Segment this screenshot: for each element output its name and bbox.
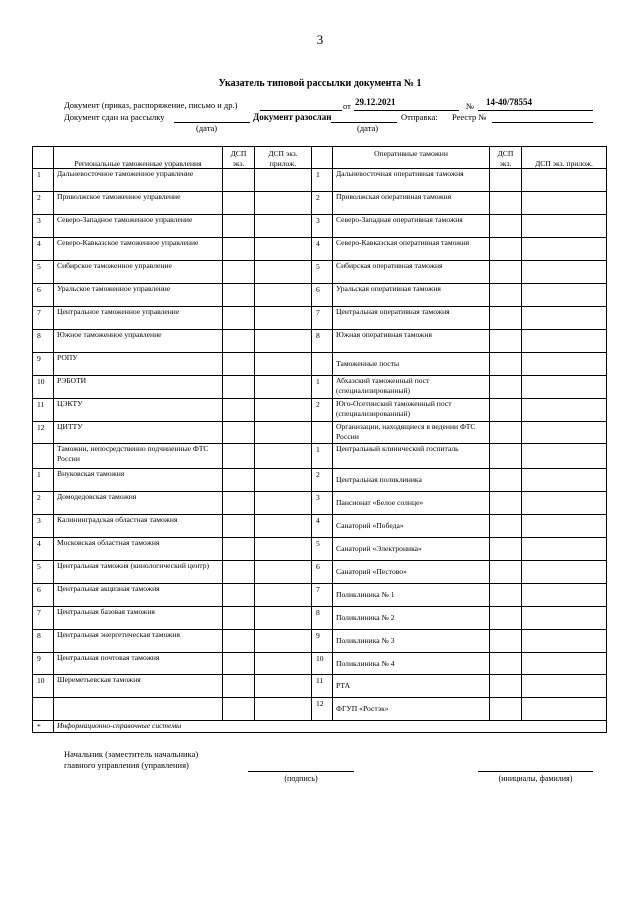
table-row [33, 515, 607, 538]
left-dsp-attach-cell [255, 561, 312, 584]
right-row-number: 1 [312, 444, 333, 469]
left-dsp-copies-cell [223, 192, 255, 215]
table-row [33, 261, 607, 284]
right-dsp-copies-cell [490, 653, 522, 675]
right-row-name: Абхазский таможенный пост (специализированный) [333, 376, 490, 399]
left-row-number: 4 [33, 238, 54, 261]
right-row-number: 1 [312, 169, 333, 192]
left-row-number: 8 [33, 330, 54, 353]
header-operative: Оперативные таможни [333, 147, 490, 169]
left-row-name: Дальневосточное таможенное управление [54, 169, 223, 192]
right-dsp-copies-cell [490, 538, 522, 561]
right-dsp-copies-cell [490, 469, 522, 492]
right-row-number [312, 353, 333, 376]
left-row-number: 2 [33, 192, 54, 215]
table-row [33, 653, 607, 675]
table-row [33, 330, 607, 353]
table-row [33, 630, 607, 653]
doc-type-label: Документ (приказ, распоряжение, письмо и др.) [64, 100, 238, 110]
dispatch-label: Отправка: [401, 112, 438, 122]
right-dsp-attach-cell [522, 215, 607, 238]
right-row-number: 8 [312, 607, 333, 630]
right-dsp-attach-cell [522, 238, 607, 261]
left-dsp-attach-cell [255, 330, 312, 353]
right-row-number: 6 [312, 561, 333, 584]
distribution-table [32, 146, 607, 733]
left-dsp-copies-cell [223, 284, 255, 307]
right-dsp-copies-cell [490, 376, 522, 399]
left-dsp-copies-cell [223, 492, 255, 515]
right-row-name: Таможенные посты [333, 353, 490, 376]
table-row [33, 698, 607, 721]
right-row-name: Центральная поликлиника [333, 469, 490, 492]
right-row-number: 2 [312, 192, 333, 215]
doc-date-value: 29.12.2021 [355, 97, 396, 107]
table-row [33, 607, 607, 630]
table-row [33, 422, 607, 444]
right-dsp-attach-cell [522, 376, 607, 399]
left-dsp-copies-cell [223, 538, 255, 561]
right-dsp-attach-cell [522, 561, 607, 584]
doc-number-line [478, 110, 593, 111]
right-dsp-attach-cell [522, 630, 607, 653]
header-dsp-copies-left: ДСП экз. [223, 147, 255, 169]
left-row-name: РЭБОТИ [54, 376, 223, 399]
left-row-name: ЦЭКТУ [54, 399, 223, 422]
left-row-name: Северо-Кавказское таможенное управление [54, 238, 223, 261]
left-row-name: РОПУ [54, 353, 223, 376]
left-dsp-copies-cell [223, 469, 255, 492]
right-dsp-copies-cell [490, 584, 522, 607]
left-row-number: 7 [33, 307, 54, 330]
right-dsp-copies-cell [490, 422, 522, 444]
header-dsp-copies-right: ДСП экз. [490, 147, 522, 169]
left-row-number: 9 [33, 653, 54, 675]
right-dsp-attach-cell [522, 584, 607, 607]
header-dsp-attach-right: ДСП экз. прилож. [522, 147, 607, 169]
left-row-name: Центральная почтовая таможня [54, 653, 223, 675]
right-row-number: 10 [312, 653, 333, 675]
left-row-number: 12 [33, 422, 54, 444]
right-row-number: 3 [312, 215, 333, 238]
left-dsp-copies-cell [223, 561, 255, 584]
left-dsp-attach-cell [255, 630, 312, 653]
left-row-number: 8 [33, 630, 54, 653]
left-dsp-copies-cell [223, 238, 255, 261]
right-dsp-attach-cell [522, 330, 607, 353]
left-dsp-attach-cell [255, 376, 312, 399]
number-label: № [466, 101, 475, 111]
right-row-number: 6 [312, 284, 333, 307]
table-row [33, 492, 607, 515]
table-row [33, 307, 607, 330]
table-row [33, 538, 607, 561]
handed-date-caption: (дата) [196, 123, 218, 133]
left-dsp-copies-cell [223, 215, 255, 238]
right-dsp-copies-cell [490, 607, 522, 630]
right-dsp-copies-cell [490, 630, 522, 653]
right-dsp-copies-cell [490, 192, 522, 215]
left-row-name: Домодедовская таможня [54, 492, 223, 515]
right-dsp-attach-cell [522, 515, 607, 538]
table-row [33, 584, 607, 607]
left-row-number: 5 [33, 261, 54, 284]
left-row-name: Южное таможенное управление [54, 330, 223, 353]
left-dsp-copies-cell [223, 353, 255, 376]
left-row-name: Калининградская областная таможня [54, 515, 223, 538]
table-row [33, 238, 607, 261]
right-row-number: 4 [312, 238, 333, 261]
right-row-name: Организации, находящиеся в ведении ФТС России [333, 422, 490, 444]
right-dsp-copies-cell [490, 307, 522, 330]
left-dsp-copies-cell [223, 444, 255, 469]
left-row-name [54, 698, 223, 721]
table-row [33, 215, 607, 238]
right-dsp-copies-cell [490, 284, 522, 307]
right-row-number [312, 422, 333, 444]
right-dsp-attach-cell [522, 698, 607, 721]
left-dsp-copies-cell [223, 399, 255, 422]
table-row [33, 353, 607, 376]
registry-label: Реестр № [452, 112, 487, 122]
left-row-name: Северо-Западное таможенное управление [54, 215, 223, 238]
table-header-row [33, 147, 607, 169]
right-row-number: 4 [312, 515, 333, 538]
left-row-number: 9 [33, 353, 54, 376]
left-dsp-attach-cell [255, 538, 312, 561]
left-row-number: 2 [33, 492, 54, 515]
right-row-name: Уральская оперативная таможня [333, 284, 490, 307]
right-dsp-copies-cell [490, 399, 522, 422]
left-dsp-attach-cell [255, 675, 312, 698]
left-dsp-attach-cell [255, 261, 312, 284]
left-row-number: 3 [33, 515, 54, 538]
right-row-name: Поликлиника № 4 [333, 653, 490, 675]
table-footer-row [33, 721, 607, 733]
right-row-name: Центральная оперативная таможня [333, 307, 490, 330]
left-dsp-attach-cell [255, 469, 312, 492]
left-row-name: Сибирское таможенное управление [54, 261, 223, 284]
left-dsp-attach-cell [255, 444, 312, 469]
right-row-name: Поликлиника № 2 [333, 607, 490, 630]
right-dsp-attach-cell [522, 261, 607, 284]
right-dsp-copies-cell [490, 215, 522, 238]
right-dsp-attach-cell [522, 284, 607, 307]
left-row-name: Московская областная таможня [54, 538, 223, 561]
right-dsp-copies-cell [490, 261, 522, 284]
left-row-name: Внуковская таможня [54, 469, 223, 492]
left-row-name: Центральная таможня (кинологический центр) [54, 561, 223, 584]
right-dsp-attach-cell [522, 169, 607, 192]
table-row [33, 561, 607, 584]
right-row-name: Северо-Кавказская оперативная таможня [333, 238, 490, 261]
registry-line [492, 122, 593, 123]
table-row [33, 284, 607, 307]
right-dsp-attach-cell [522, 192, 607, 215]
left-dsp-attach-cell [255, 653, 312, 675]
left-row-number: 10 [33, 376, 54, 399]
right-dsp-attach-cell [522, 399, 607, 422]
footer-text: Информационно-справочные системы [54, 721, 607, 733]
right-dsp-copies-cell [490, 330, 522, 353]
right-row-name: Южная оперативная таможня [333, 330, 490, 353]
right-dsp-attach-cell [522, 353, 607, 376]
left-dsp-attach-cell [255, 284, 312, 307]
handed-label: Документ сдан на рассылку [64, 112, 165, 122]
left-row-name: Центральное таможенное управление [54, 307, 223, 330]
right-row-name: Дальневосточная оперативная таможня [333, 169, 490, 192]
right-row-name: Санаторий «Электроника» [333, 538, 490, 561]
left-row-number: 11 [33, 399, 54, 422]
right-row-name: Поликлиника № 1 [333, 584, 490, 607]
left-row-number [33, 698, 54, 721]
right-row-number: 2 [312, 399, 333, 422]
right-row-number: 9 [312, 630, 333, 653]
right-row-number: 2 [312, 469, 333, 492]
left-row-name: Таможни, непосредственно подчиненные ФТС России [54, 444, 223, 469]
right-row-name: Приволжская оперативная таможня [333, 192, 490, 215]
left-dsp-attach-cell [255, 307, 312, 330]
signature-line [248, 771, 354, 772]
right-row-name: Сибирская оперативная таможня [333, 261, 490, 284]
name-caption: (инициалы, фамилия) [498, 774, 573, 783]
right-row-number: 12 [312, 698, 333, 721]
left-row-number: 5 [33, 561, 54, 584]
left-dsp-attach-cell [255, 192, 312, 215]
left-row-number: 6 [33, 284, 54, 307]
right-dsp-attach-cell [522, 469, 607, 492]
left-dsp-copies-cell [223, 307, 255, 330]
left-row-number: 6 [33, 584, 54, 607]
left-dsp-copies-cell [223, 261, 255, 284]
right-dsp-copies-cell [490, 169, 522, 192]
right-dsp-attach-cell [522, 675, 607, 698]
doc-number-value: 14-40/78554 [486, 97, 532, 107]
right-dsp-attach-cell [522, 538, 607, 561]
left-dsp-attach-cell [255, 607, 312, 630]
document-title: Указатель типовой рассылки документа № 1 [218, 78, 422, 89]
left-row-number: 1 [33, 169, 54, 192]
left-row-name: Центральная акцизная таможня [54, 584, 223, 607]
right-row-name: Северо-Западная оперативная таможня [333, 215, 490, 238]
left-dsp-copies-cell [223, 630, 255, 653]
left-dsp-attach-cell [255, 353, 312, 376]
right-row-name: РТА [333, 675, 490, 698]
left-dsp-attach-cell [255, 492, 312, 515]
right-row-name: Центральный клинический госпиталь [333, 444, 490, 469]
right-row-name: Санаторий «Победа» [333, 515, 490, 538]
right-dsp-copies-cell [490, 698, 522, 721]
right-row-number: 8 [312, 330, 333, 353]
left-row-number: 10 [33, 675, 54, 698]
doc-type-line [260, 110, 342, 111]
footer-mark: * [33, 721, 54, 733]
right-dsp-copies-cell [490, 561, 522, 584]
right-row-name: Пансионат «Белое солнце» [333, 492, 490, 515]
right-dsp-copies-cell [490, 515, 522, 538]
left-row-number [33, 444, 54, 469]
left-dsp-copies-cell [223, 653, 255, 675]
right-row-name: Санаторий «Пестово» [333, 561, 490, 584]
header-regional: Региональные таможенные управления [54, 147, 223, 169]
left-row-number: 7 [33, 607, 54, 630]
signature-position-line2: главного управления (управления) [64, 760, 189, 770]
right-dsp-copies-cell [490, 675, 522, 698]
name-line [478, 771, 593, 772]
right-row-number: 11 [312, 675, 333, 698]
left-row-name: Приволжское таможенное управление [54, 192, 223, 215]
right-dsp-copies-cell [490, 492, 522, 515]
right-dsp-copies-cell [490, 238, 522, 261]
left-dsp-copies-cell [223, 675, 255, 698]
doc-date-line [354, 110, 459, 111]
left-dsp-attach-cell [255, 238, 312, 261]
right-row-name: Юго-Осетинский таможенный пост (специализированный) [333, 399, 490, 422]
right-row-number: 1 [312, 376, 333, 399]
left-dsp-attach-cell [255, 169, 312, 192]
right-dsp-attach-cell [522, 444, 607, 469]
left-dsp-copies-cell [223, 169, 255, 192]
right-dsp-attach-cell [522, 607, 607, 630]
table-row [33, 675, 607, 698]
sent-label: Документ разослан [253, 112, 332, 122]
right-dsp-attach-cell [522, 653, 607, 675]
sent-date-caption: (дата) [357, 123, 379, 133]
left-row-number: 1 [33, 469, 54, 492]
left-row-name: Центральная базовая таможня [54, 607, 223, 630]
left-row-number: 4 [33, 538, 54, 561]
header-num-left [33, 147, 54, 169]
left-row-name: ЦИТТУ [54, 422, 223, 444]
right-row-name: ФГУП «Ростэк» [333, 698, 490, 721]
left-dsp-copies-cell [223, 698, 255, 721]
left-row-number: 3 [33, 215, 54, 238]
left-row-name: Центральная энергетическая таможня [54, 630, 223, 653]
right-row-number: 7 [312, 584, 333, 607]
right-row-number: 5 [312, 538, 333, 561]
signature-position-line1: Начальник (заместитель начальника) [64, 749, 199, 759]
left-row-name: Уральское таможенное управление [54, 284, 223, 307]
left-dsp-attach-cell [255, 422, 312, 444]
table-row [33, 444, 607, 469]
left-dsp-copies-cell [223, 376, 255, 399]
header-dsp-attach-left: ДСП экз. прилож. [255, 147, 312, 169]
left-dsp-attach-cell [255, 584, 312, 607]
right-dsp-copies-cell [490, 353, 522, 376]
right-dsp-attach-cell [522, 422, 607, 444]
left-dsp-copies-cell [223, 422, 255, 444]
left-dsp-copies-cell [223, 515, 255, 538]
from-label: от [343, 101, 351, 111]
left-dsp-attach-cell [255, 515, 312, 538]
page-number: 3 [316, 32, 324, 47]
signature-caption: (подпись) [284, 774, 318, 783]
table-row [33, 169, 607, 192]
right-dsp-attach-cell [522, 307, 607, 330]
right-dsp-attach-cell [522, 492, 607, 515]
left-dsp-attach-cell [255, 399, 312, 422]
table-row [33, 376, 607, 399]
table-row [33, 399, 607, 422]
right-row-number: 3 [312, 492, 333, 515]
left-dsp-attach-cell [255, 215, 312, 238]
table-row [33, 469, 607, 492]
right-row-name: Поликлиника № 3 [333, 630, 490, 653]
left-dsp-copies-cell [223, 330, 255, 353]
header-num-right [312, 147, 333, 169]
right-row-number: 5 [312, 261, 333, 284]
table-row [33, 192, 607, 215]
left-row-name: Шереметьевская таможня [54, 675, 223, 698]
left-dsp-attach-cell [255, 698, 312, 721]
left-dsp-copies-cell [223, 584, 255, 607]
right-row-number: 7 [312, 307, 333, 330]
right-dsp-copies-cell [490, 444, 522, 469]
left-dsp-copies-cell [223, 607, 255, 630]
